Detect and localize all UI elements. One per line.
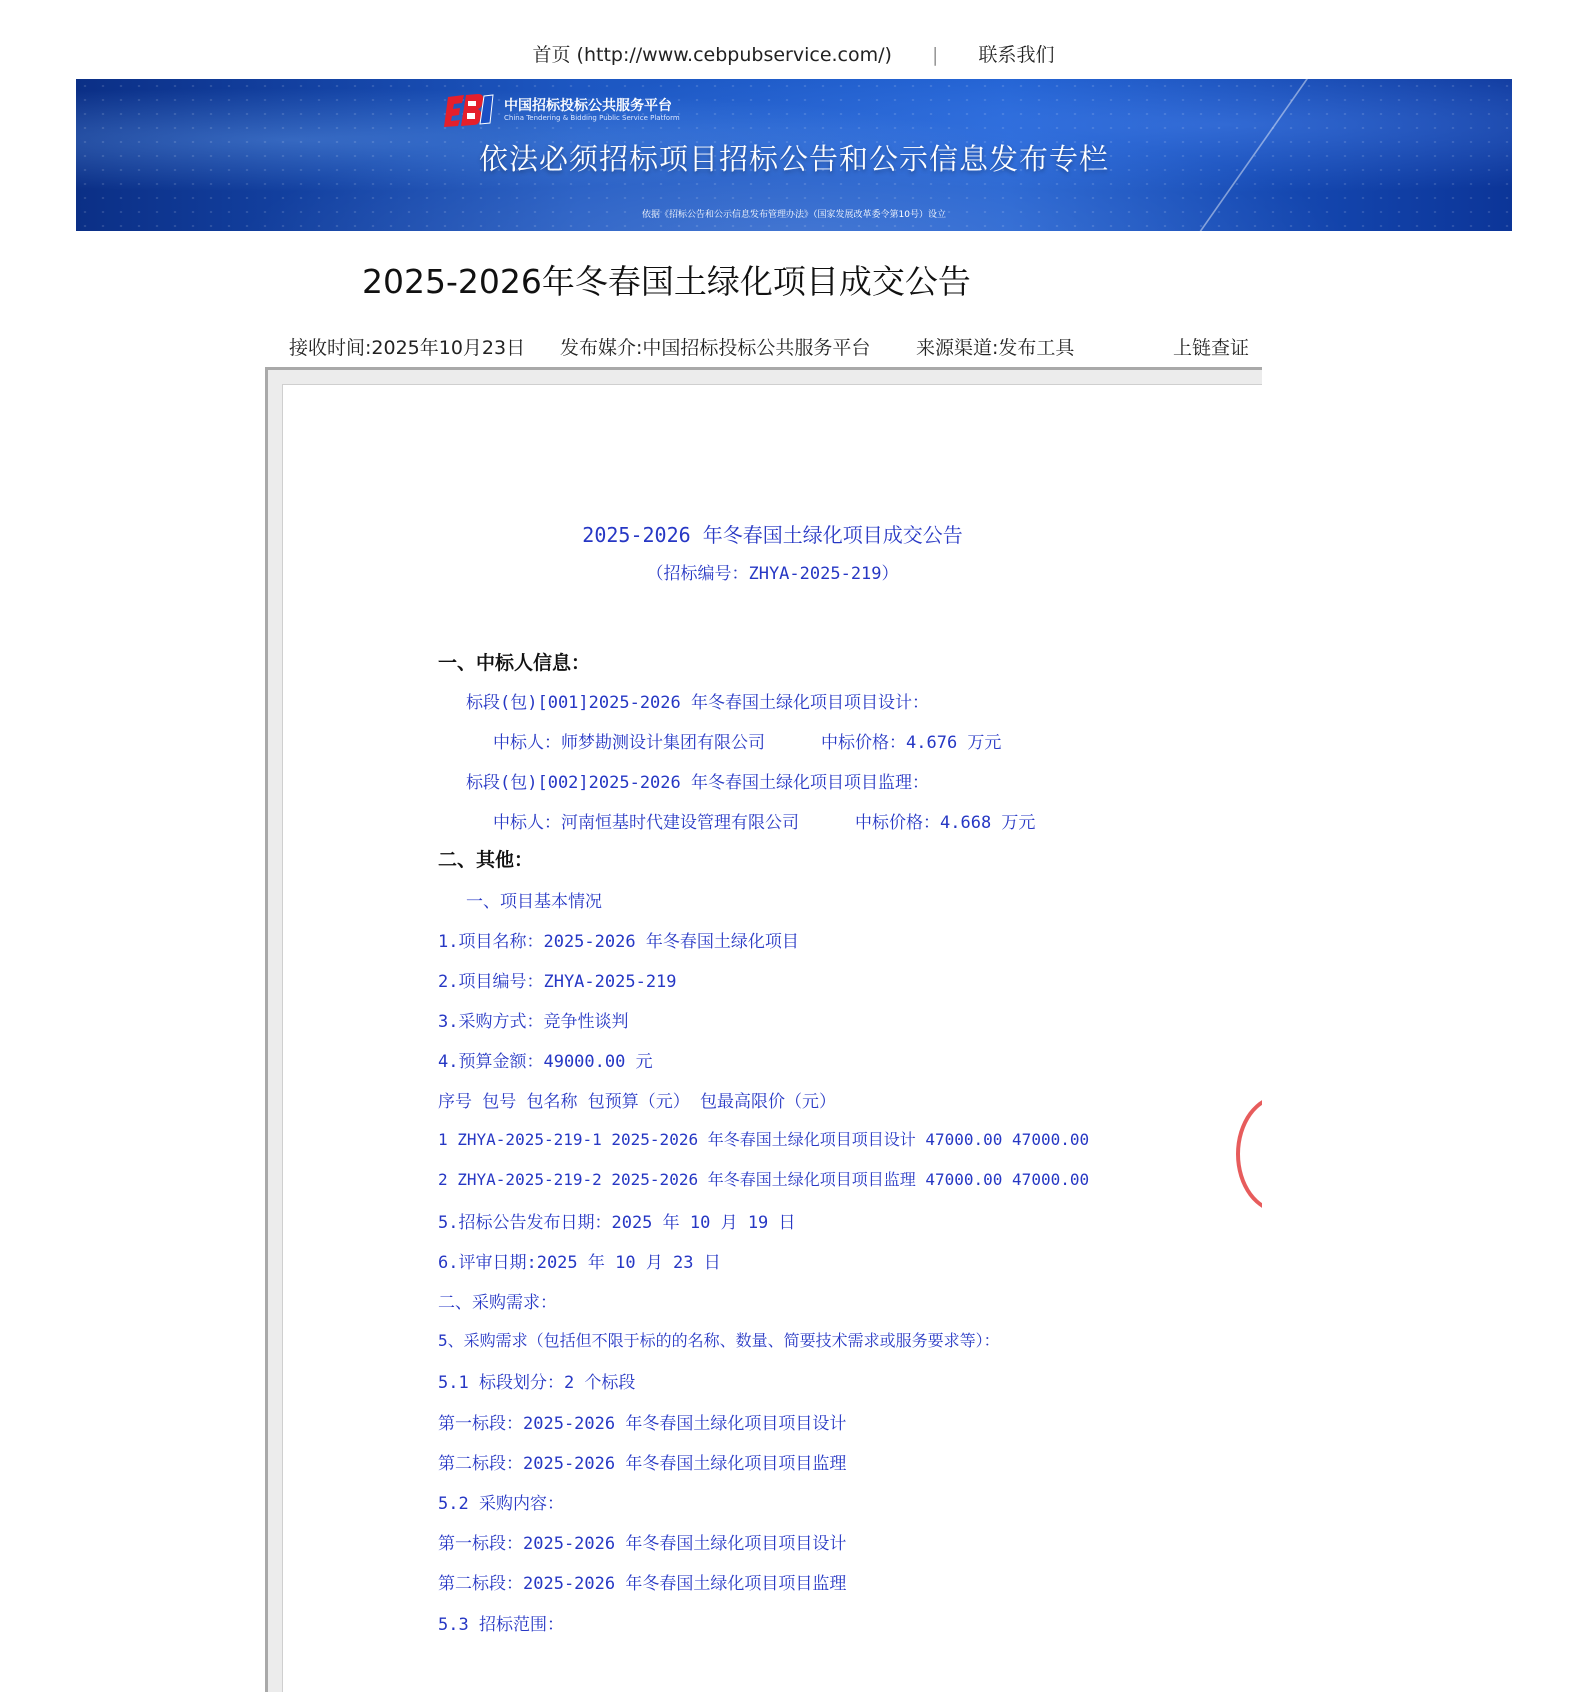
doc-lot2-result — [493, 808, 1035, 833]
contact-link[interactable]: 联系我们 — [978, 44, 1055, 66]
source-channel: 来源渠道:发布工具 — [916, 337, 1075, 359]
doc-section-winner: 一、中标人信息： — [438, 652, 591, 674]
cebp-logo-icon — [444, 93, 494, 127]
logo-english-name: China Tendering & Bidding Public Service Platform — [504, 114, 680, 122]
doc-line: 5.1 标段划分：2 个标段 — [438, 1373, 636, 1393]
doc-line: 5.3 招标范围： — [438, 1615, 564, 1635]
doc-line: 第二标段：2025-2026 年冬春国土绿化项目项目监理 — [438, 1574, 847, 1594]
official-seal-stamp — [1236, 1095, 1262, 1213]
home-link[interactable]: 首页 (http://www.cebpubservice.com/) — [532, 44, 892, 66]
page-title: 2025-2026年冬春国土绿化项目成交公告 — [362, 262, 971, 301]
doc-line: 一、项目基本情况 — [466, 892, 602, 912]
doc-table-row: 2 ZHYA-2025-219-2 2025-2026 年冬春国土绿化项目项目监理 47000.00 47000.00 — [438, 1170, 1090, 1189]
doc-title: 2025-2026 年冬春国土绿化项目成交公告 — [582, 523, 963, 547]
doc-lot2-price: 中标价格：4.668 万元 — [855, 813, 1036, 833]
chain-verify-link[interactable]: 上链查证 — [1173, 337, 1250, 359]
doc-table-header: 序号 包号 包名称 包预算（元） 包最高限价（元） — [438, 1092, 836, 1112]
logo-chinese-name: 中国招标投标公共服务平台 — [504, 98, 672, 114]
banner-subtitle: 依据《招标公告和公示信息发布管理办法》（国家发展改革委令第10号）设立 — [642, 210, 946, 220]
doc-lot1-result — [493, 728, 1001, 753]
doc-line: 第一标段：2025-2026 年冬春国土绿化项目项目设计 — [438, 1414, 847, 1434]
publish-media: 发布媒介:中国招标投标公共服务平台 — [560, 337, 871, 359]
banner-title: 依法必须招标项目招标公告和公示信息发布专栏 — [478, 142, 1109, 176]
header-banner — [76, 79, 1512, 231]
document-viewer[interactable] — [265, 367, 1262, 1692]
doc-lot1-title: 标段(包)[001]2025-2026 年冬春国土绿化项目项目设计： — [466, 693, 929, 713]
doc-bid-code: （招标编号：ZHYA-2025-219） — [646, 564, 899, 584]
doc-lot2-title: 标段(包)[002]2025-2026 年冬春国土绿化项目项目监理： — [466, 773, 929, 793]
doc-line: 第一标段：2025-2026 年冬春国土绿化项目项目设计 — [438, 1534, 847, 1554]
top-nav — [0, 40, 1587, 67]
document-page — [282, 384, 1262, 1692]
received-time: 接收时间:2025年10月23日 — [289, 337, 526, 359]
doc-line: 第二标段：2025-2026 年冬春国土绿化项目项目监理 — [438, 1454, 847, 1474]
doc-line: 6.评审日期:2025 年 10 月 23 日 — [438, 1253, 721, 1273]
doc-lot1-winner: 中标人：师梦勘测设计集团有限公司 — [493, 733, 765, 753]
doc-line: 1.项目名称：2025-2026 年冬春国土绿化项目 — [438, 932, 799, 952]
nav-separator: | — [932, 44, 939, 66]
doc-line: 二、采购需求： — [438, 1293, 557, 1313]
doc-line: 4.预算金额：49000.00 元 — [438, 1052, 653, 1072]
doc-lot2-winner: 中标人：河南恒基时代建设管理有限公司 — [493, 813, 799, 833]
doc-lot1-price: 中标价格：4.676 万元 — [821, 733, 1002, 753]
doc-section-other: 二、其他： — [438, 849, 534, 871]
document-content — [283, 385, 1262, 1692]
doc-line: 5.2 采购内容： — [438, 1494, 564, 1514]
doc-line: 5.招标公告发布日期：2025 年 10 月 19 日 — [438, 1213, 796, 1233]
doc-line: 5、采购需求（包括但不限于标的的名称、数量、简要技术需求或服务要求等）： — [438, 1331, 1000, 1350]
doc-table-row: 1 ZHYA-2025-219-1 2025-2026 年冬春国土绿化项目项目设计 47000.00 47000.00 — [438, 1130, 1090, 1149]
doc-line: 2.项目编号：ZHYA-2025-219 — [438, 972, 677, 992]
doc-line: 3.采购方式：竞争性谈判 — [438, 1012, 629, 1032]
